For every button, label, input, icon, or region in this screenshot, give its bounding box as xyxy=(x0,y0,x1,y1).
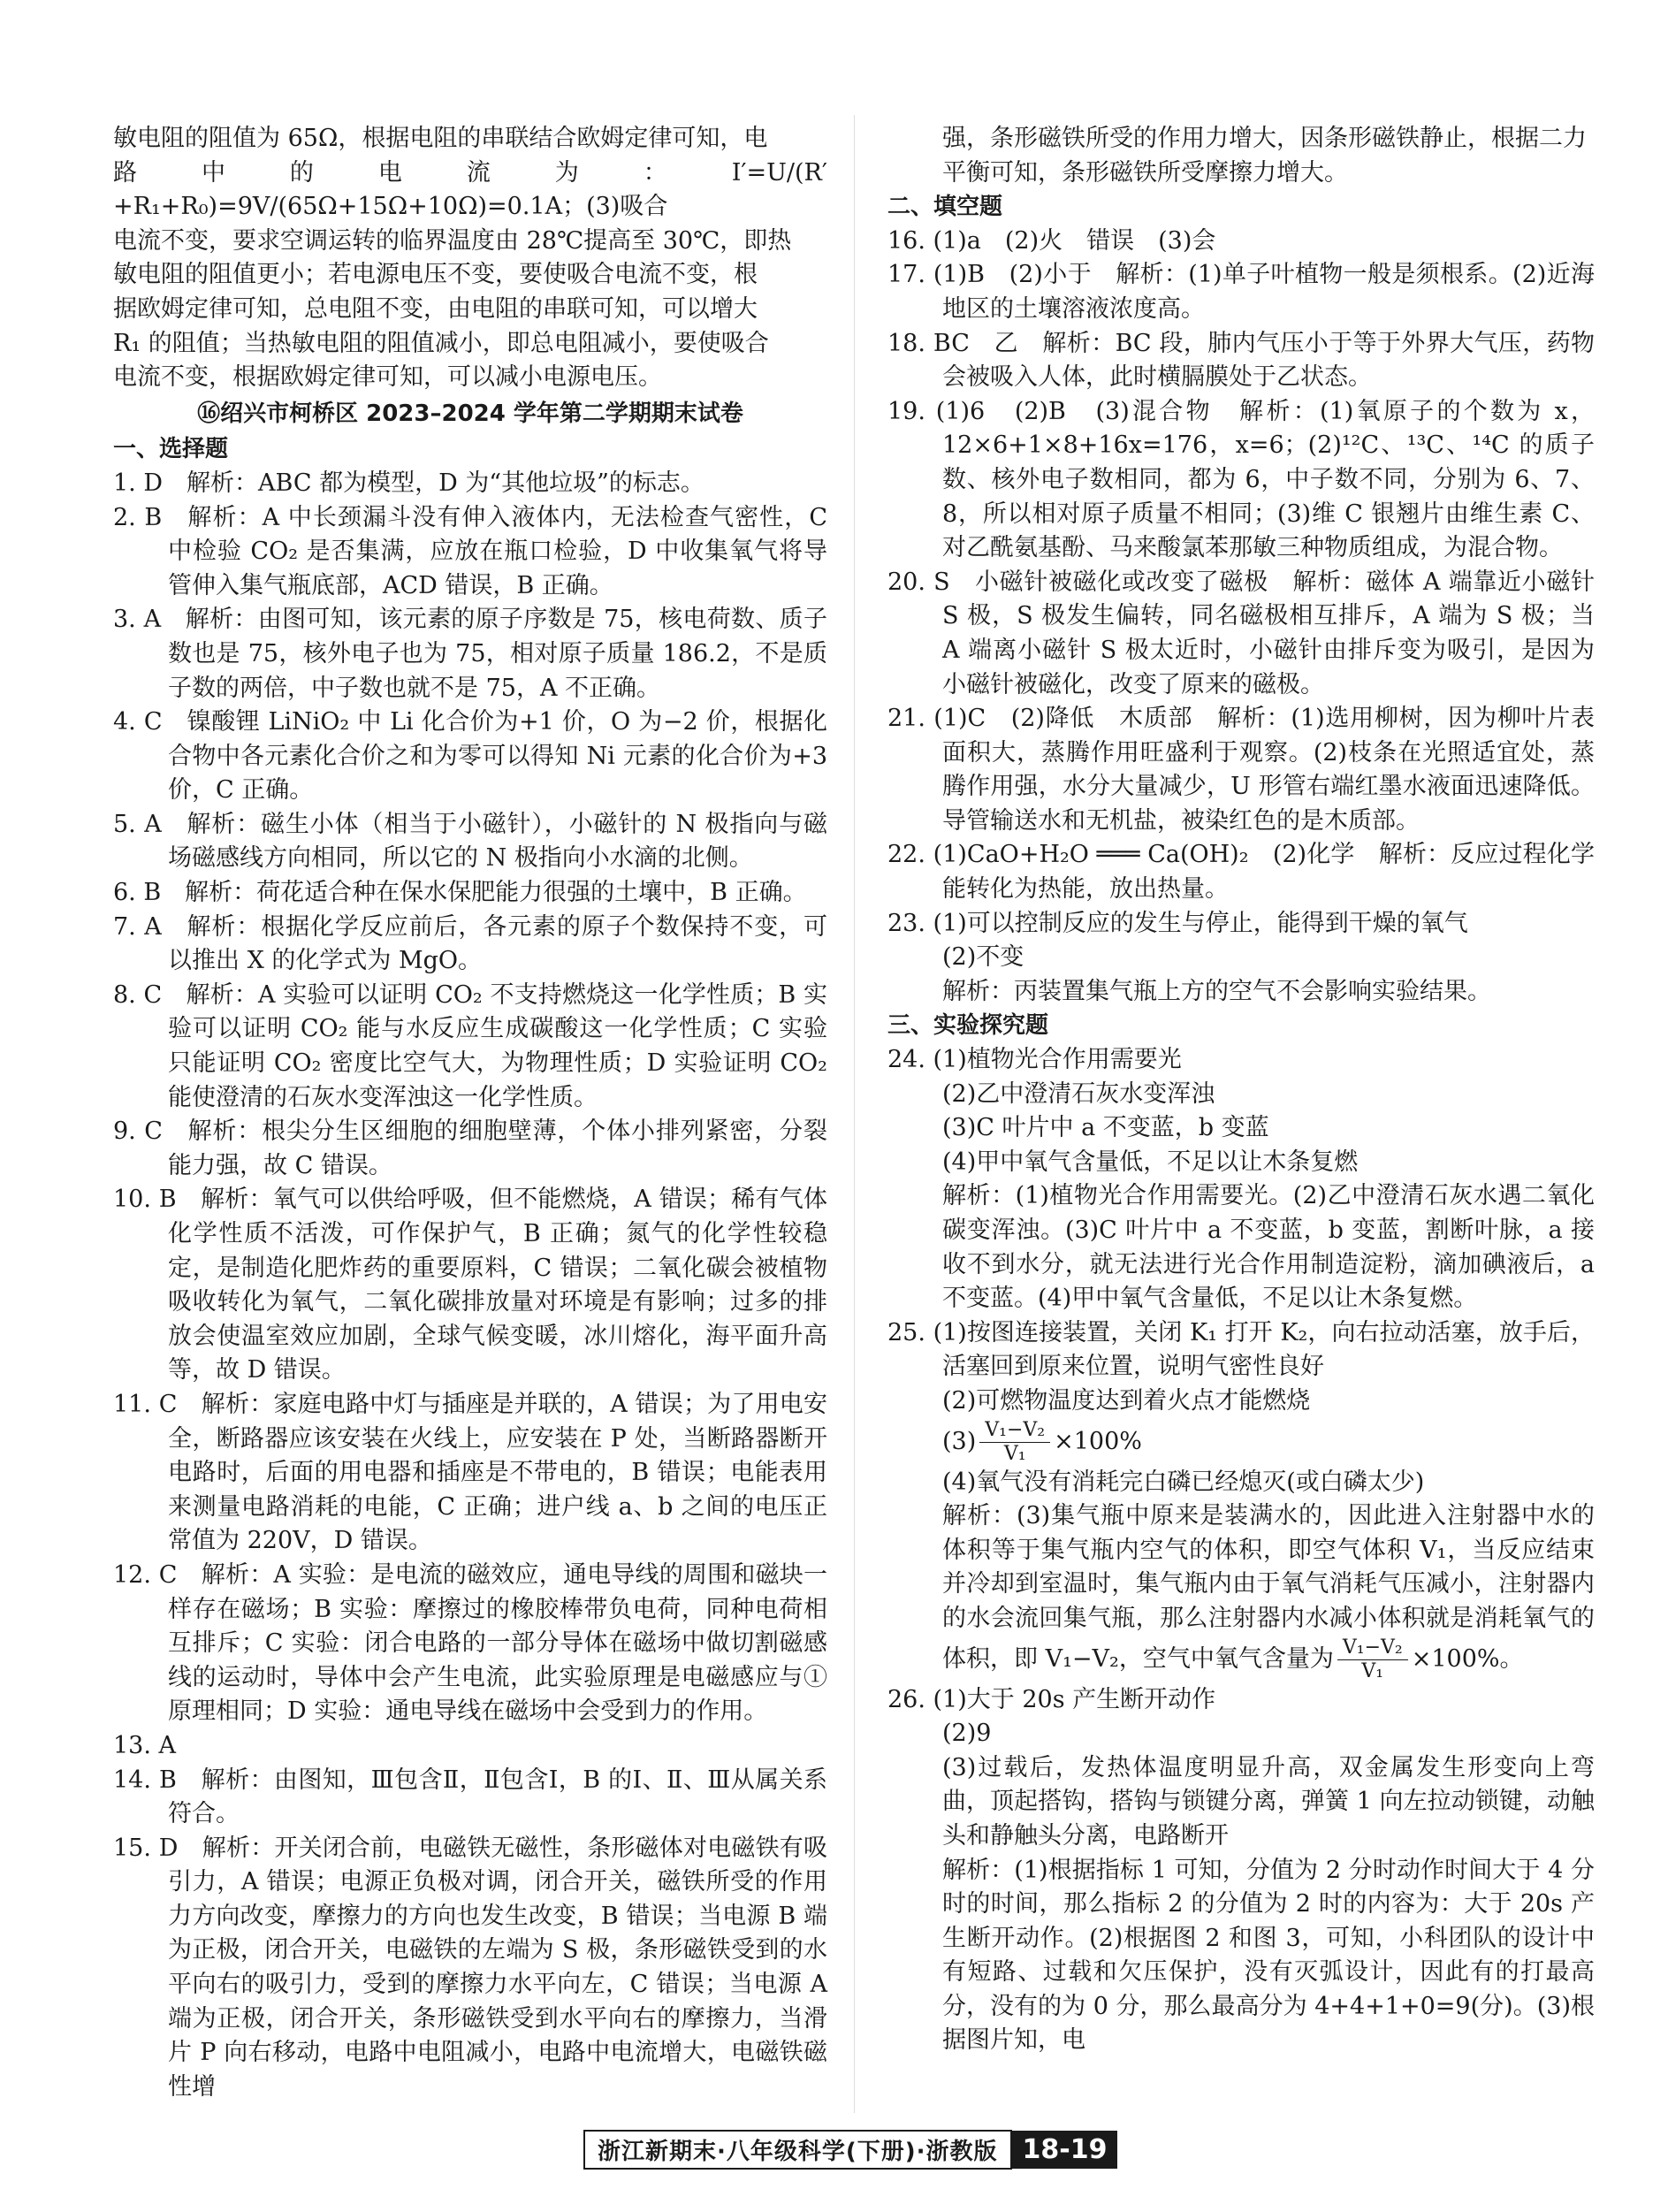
answer-item: 22. (1)CaO+H₂O ═══ Ca(OH)₂ (2)化学 解析：反应过程化学能转化为热能，放出热量。 xyxy=(887,841,1595,904)
explanation-with-fraction xyxy=(887,1499,1595,1682)
text-line: 平衡可知，条形磁铁所受摩擦力增大。 xyxy=(942,158,1348,187)
subitem-suffix: ×100% xyxy=(1054,1427,1142,1455)
section-heading-fill: 二、填空题 xyxy=(887,194,1003,221)
answer-subitem: (2)9 xyxy=(942,1720,992,1748)
answer-item: 14. B 解析：由图知，Ⅲ包含Ⅱ，Ⅱ包含Ⅰ，B 的Ⅰ、Ⅱ、Ⅲ从属关系符合。 xyxy=(113,1766,827,1828)
answer-subitem: (2)不变 xyxy=(942,943,1024,972)
answer-item: 26. (1)大于 20s 产生断开动作 xyxy=(887,1685,1216,1713)
answer-subitem: (4)氧气没有消耗完白磷已经熄灭(或白磷太少) xyxy=(942,1468,1425,1496)
answer-item: 11. C 解析：家庭电路中灯与插座是并联的，A 错误；为了用电安全，断路器应该安装在火线上，应安装在 P 处，当断路器断开电路时，后面的用电器和插座是不带电的，B 错误；电能表用来测量电路消耗的电能，C 正确；进户线 a、b 之间的电压正常值为 220V，D 错误。 xyxy=(113,1390,827,1555)
right-column xyxy=(887,122,1595,2058)
page-number: 18-19 xyxy=(1012,2131,1118,2169)
answer-item: 18. BC 乙 解析：BC 段，肺内气压小于等于外界大气压，药物会被吸入人体，此时横膈膜处于乙状态。 xyxy=(887,329,1595,392)
fraction xyxy=(1337,1636,1408,1683)
answer-item: 19. (1)6 (2)B (3)混合物 解析：(1)氧原子的个数为 x，12×6+1×8+16x=176，x=6；(2)¹²C、¹³C、¹⁴C 的质子数、核外电子数相同，都为 6，中子数不同，分别为 6、7、8，所以相对原子质量不相同；(3)维 C 银翘片由维生素 C、对乙酰氨基酚、马来酸氯苯那敏三种物质组成，为混合物。 xyxy=(887,397,1595,562)
answer-item: 9. C 解析：根尖分生区细胞的细胞壁薄，个体小排列紧密，分裂能力强，故 C 错误。 xyxy=(113,1117,827,1179)
text-line: 电流不变，要求空调运转的临界温度由 28℃提高至 30℃，即热 xyxy=(113,226,792,255)
fraction-denominator: V₁ xyxy=(1361,1659,1384,1682)
book-brand: 浙江新期末·八年级科学(下册)·浙教版 xyxy=(583,2130,1012,2170)
answer-item: 16. (1)a (2)火 错误 (3)会 xyxy=(887,226,1216,255)
page-footer xyxy=(583,2129,1117,2170)
answer-item: 3. A 解析：由图可知，该元素的原子序数是 75，核电荷数、质子数也是 75，核外电子也为 75，相对原子质量 186.2，不是质子数的两倍，中子数也就不是 75，A 不正确。 xyxy=(113,606,827,702)
answer-subitem: (2)乙中澄清石灰水变浑浊 xyxy=(942,1079,1215,1108)
section-heading-experiment: 三、实验探究题 xyxy=(887,1012,1049,1040)
answer-subitem-fraction xyxy=(887,1419,1595,1466)
text-line: 敏电阻的阻值更小；若电源电压不变，要使吸合电流不变，根 xyxy=(113,261,758,289)
answer-item: 13. A xyxy=(113,1731,177,1759)
fraction xyxy=(979,1419,1050,1466)
text-line: 据欧姆定律可知，总电阻不变，由电阻的串联可知，可以增大 xyxy=(113,294,758,323)
answer-item: 20. S 小磁针被磁化或改变了磁极 解析：磁体 A 端靠近小磁针 S 极，S 极发生偏转，同名磁极相互排斥，A 端为 S 极；当 A 端离小磁针 S 极太近时，小磁针由排斥变为吸引，是因为小磁针被磁化，改变了原来的磁极。 xyxy=(887,568,1595,698)
fraction-numerator: V₁−V₂ xyxy=(1337,1636,1408,1660)
answer-item: 10. B 解析：氧气可以供给呼吸，但不能燃烧，A 错误；稀有气体化学性质不活泼，可作保护气，B 正确；氮气的化学性较稳定，是制造化肥炸药的重要原料，C 错误；二氧化碳会被植物吸收转化为氧气，二氧化碳排放量对环境是有影响；过多的排放会使温室效应加剧，全球气候变暖，冰川熔化，海平面升高等，故 D 错误。 xyxy=(113,1186,827,1384)
explanation: 解析：(1)植物光合作用需要光。(2)乙中澄清石灰水遇二氧化碳变浑浊。(3)C 叶片中 a 不变蓝，b 变蓝，割断叶脉，a 接收不到水分，就无法进行光合作用制造淀粉，滴加碘液后，a 不变蓝。(4)甲中氧气含量低，不足以让木条复燃。 xyxy=(942,1182,1595,1313)
text-line: R₁ 的阻值；当热敏电阻的阻值减小，即总电阻减小，要使吸合 xyxy=(113,329,769,357)
text-line: 电流不变，根据欧姆定律可知，可以减小电源电压。 xyxy=(113,363,662,392)
column-divider xyxy=(854,115,855,2113)
explanation: 解析：(1)根据指标 1 可知，分值为 2 分时动作时间大于 4 分时的时间，那么指标 2 的分值为 2 时的内容为：大于 20s 产生断开动作。(2)根据图 2 和图 3，可知，小科团队的设计中有短路、过载和欠压保护，没有灭弧设计，因此有的打最高分，没有的为 0 分，那么最高分为 4+4+1+0=9(分)。(3)根据图片知，电 xyxy=(942,1856,1595,2055)
answer-item: 8. C 解析：A 实验可以证明 CO₂ 不支持燃烧这一化学性质；B 实验可以证明 CO₂ 能与水反应生成碳酸这一化学性质；C 实验只能证明 CO₂ 密度比空气大，为物理性质；D 实验证明 CO₂ 能使澄清的石灰水变浑浊这一化学性质。 xyxy=(113,980,827,1111)
text-line: 强，条形磁铁所受的作用力增大，因条形磁铁静止，根据二力 xyxy=(942,125,1587,152)
answer-item: 12. C 解析：A 实验：是电流的磁效应，通电导线的周围和磁块一样存在磁场；B 实验：摩擦过的橡胶棒带负电荷，同种电荷相互排斥；C 实验：闭合电路的一部分导体在磁场中做切割磁感线的运动时，导体中会产生电流，此实验原理是电磁感应与①原理相同；D 实验：通电导线在磁场中会受到力的作用。 xyxy=(113,1560,827,1726)
left-column xyxy=(113,122,827,2104)
answer-item: 25. (1)按图连接装置，关闭 K₁ 打开 K₂，向右拉动活塞，放手后，活塞回到原来位置，说明气密性良好 xyxy=(887,1318,1595,1381)
answer-item: 23. (1)可以控制反应的发生与停止，能得到干燥的氧气 xyxy=(887,909,1468,937)
answer-item: 5. A 解析：磁生小体（相当于小磁针），小磁针的 N 极指向与磁场磁感线方向相同，所以它的 N 极指向小水滴的北侧。 xyxy=(113,810,827,873)
answer-item: 17. (1)B (2)小于 解析：(1)单子叶植物一般是须根系。(2)近海地区的土壤溶液浓度高。 xyxy=(887,261,1595,323)
answer-subitem: (2)可燃物温度达到着火点才能燃烧 xyxy=(942,1386,1311,1415)
text-line: 路中的电流为：I′=U/(R′+R₁+R₀)=9V/(65Ω+15Ω+10Ω)=0.1A；(3)吸合 xyxy=(113,158,827,221)
answer-item: 4. C 镍酸锂 LiNiO₂ 中 Li 化合价为+1 价，O 为−2 价，根据化合物中各元素化合价之和为零可以得知 Ni 元素的化合价为+3 价，C 正确。 xyxy=(113,708,827,805)
explanation: 解析：丙装置集气瓶上方的空气不会影响实验结果。 xyxy=(942,977,1491,1005)
answer-item: 2. B 解析：A 中长颈漏斗没有伸入液体内，无法检查气密性，C 中检验 CO₂ 是否集满，应放在瓶口检验，D 中收集氧气将导管伸入集气瓶底部，ACD 错误，B 正确。 xyxy=(113,503,827,599)
subitem-label: (3) xyxy=(942,1427,977,1455)
answer-subitem: (4)甲中氧气含量低，不足以让木条复燃 xyxy=(942,1148,1359,1176)
fraction-numerator: V₁−V₂ xyxy=(979,1419,1050,1443)
fraction-denominator: V₁ xyxy=(1003,1442,1026,1465)
answer-subitem: (3)过载后，发热体温度明显升高，双金属发生形变向上弯曲，顶起搭钩，搭钩与锁键分离，弹簧 1 向左拉动锁键，动触头和静触头分离，电路断开 xyxy=(942,1753,1595,1850)
text-line: 敏电阻的阻值为 65Ω，根据电阻的串联结合欧姆定律可知，电 xyxy=(113,125,768,152)
answer-item: 6. B 解析：荷花适合种在保水保肥能力很强的土壤中，B 正确。 xyxy=(113,879,807,907)
answer-item: 21. (1)C (2)降低 木质部 解析：(1)选用柳树，因为柳叶片表面积大，蒸腾作用旺盛利于观察。(2)枝条在光照适宜处，蒸腾作用强，水分大量减少，U 形管右端红墨水液面迅速降低。导管输送水和无机盐，被染红色的是木质部。 xyxy=(887,705,1595,835)
answer-item: 15. D 解析：开关闭合前，电磁铁无磁性，条形磁体对电磁铁有吸引力，A 错误；电源正负极对调，闭合开关，磁铁所受的作用力方向改变，摩擦力的方向也发生改变，B 错误；当电源 B 端为正极，闭合开关，电磁铁的左端为 S 极，条形磁铁受到的水平向右的吸引力，受到的摩擦力水平向左，C 错误；当电源 A 端为正极，闭合开关，条形磁铁受到水平向右的摩擦力，当滑片 P 向右移动，电路中电阻减小，电路中电流增大，电磁铁磁性增 xyxy=(113,1834,827,2101)
explanation-suffix: ×100%。 xyxy=(1411,1644,1524,1673)
answer-item: 7. A 解析：根据化学反应前后，各元素的原子个数保持不变，可以推出 X 的化学式为 MgO。 xyxy=(113,912,827,975)
answer-item: 1. D 解析：ABC 都为模型，D 为“其他垃圾”的标志。 xyxy=(113,469,705,497)
exam-title: ⑯绍兴市柯桥区 2023–2024 学年第二学期期末试卷 xyxy=(197,400,743,427)
answer-item: 24. (1)植物光合作用需要光 xyxy=(887,1046,1182,1074)
answer-subitem: (3)C 叶片中 a 不变蓝，b 变蓝 xyxy=(942,1114,1269,1142)
explanation-text: 解析：(3)集气瓶中原来是装满水的，因此进入注射器中水的体积等于集气瓶内空气的体积，即空气体积 V₁，当反应结束并冷却到室温时，集气瓶内由于氧气消耗气压减小，注射器内的水会流回集气瓶，那么注射器内水减小体积就是消耗氧气的体积，即 V₁−V₂，空气中氧气含量为 xyxy=(942,1502,1595,1673)
section-heading-choice: 一、选择题 xyxy=(113,436,229,463)
